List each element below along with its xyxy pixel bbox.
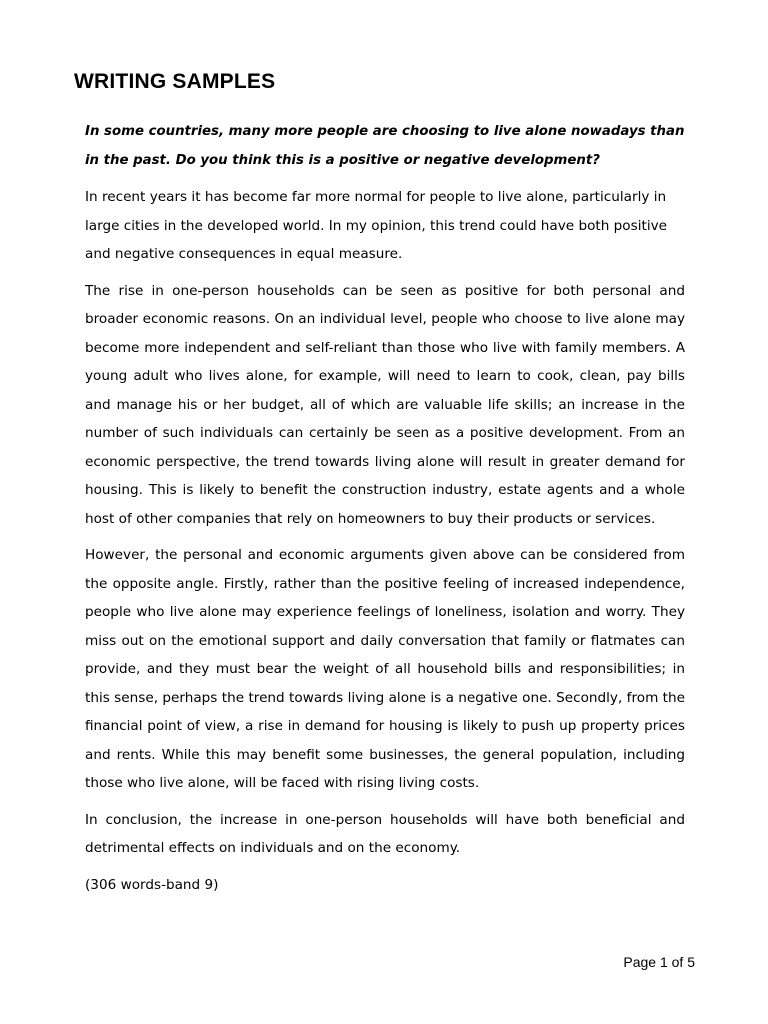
word-count-note: (306 words-band 9): [85, 876, 219, 893]
essay-body: [85, 118, 685, 907]
essay-paragraph-intro: In recent years it has become far more normal for people to live alone, particularly in large cities in the developed world. In my opinion, this trend could have both positive and negative consequences in equal measure.: [85, 189, 668, 262]
essay-paragraph-conclusion: In conclusion, the increase in one-person households will have both beneficial and detrimental effects on individuals and on the economy.: [85, 811, 685, 856]
essay-paragraph-negative: However, the personal and economic arguments given above can be considered from the opposite angle. Firstly, rather than the positive feeling of increased independence, people who live alone may experience feelings of loneliness, isolation and worry. They miss out on the emotional support and daily conversation that family or flatmates can provide, and they must bear the weight of all household bills and responsibilities; in this sense, perhaps the trend towards living alone is a negative one. Secondly, from the financial point of view, a rise in demand for housing is likely to push up property prices and rents. While this may benefit some businesses, the general population, including those who live alone, will be faced with rising living costs.: [85, 547, 685, 791]
essay-question: In some countries, many more people are choosing to live alone nowadays than in the past. Do you think this is a positive or negative development?: [85, 124, 685, 168]
essay-paragraph-positive: The rise in one-person households can be seen as positive for both personal and broader economic reasons. On an individual level, people who choose to live alone may become more independent and self-reliant than those who live with family members. A young adult who lives alone, for example, will need to learn to cook, clean, pay bills and manage his or her budget, all of which are valuable life skills; an increase in the number of such individuals can certainly be seen as a positive development. From an economic perspective, the trend towards living alone will result in greater demand for housing. This is likely to benefit the construction industry, estate agents and a whole host of other companies that rely on homeowners to buy their products or services.: [85, 282, 685, 527]
page-number: Page 1 of 5: [623, 954, 695, 970]
page-title: WRITING SAMPLES: [74, 70, 276, 93]
